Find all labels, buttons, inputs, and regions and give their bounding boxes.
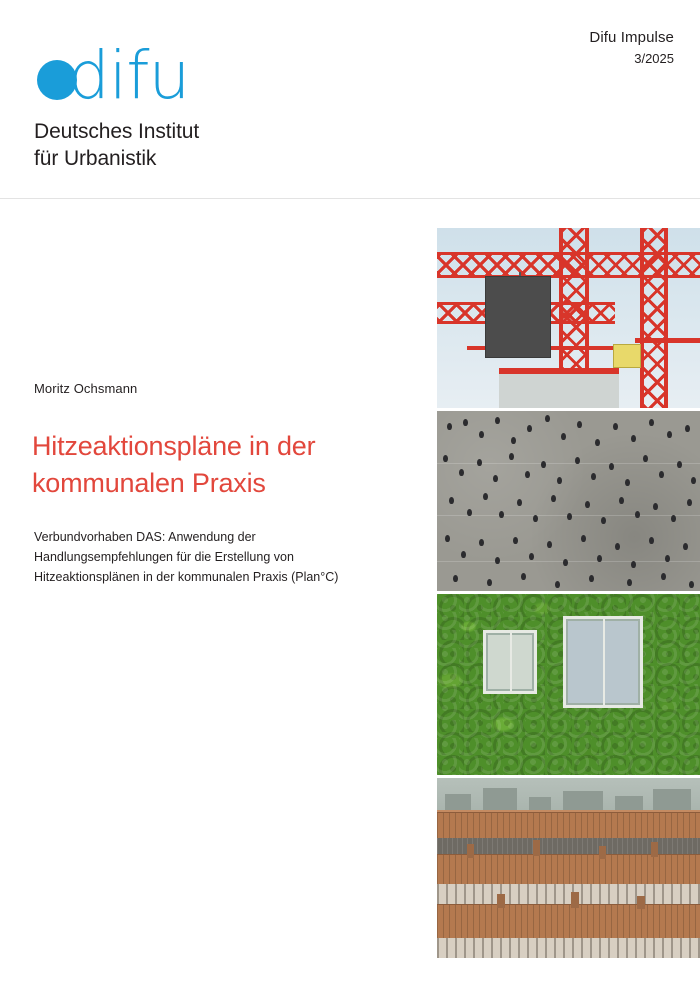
- crane-beam-right: [635, 338, 700, 343]
- cover-image-column: [437, 228, 700, 958]
- header-divider: [0, 198, 700, 199]
- facade-window-left: [483, 630, 537, 694]
- series-issue: 3/2025: [634, 51, 674, 67]
- building-facade-row: [437, 884, 700, 904]
- building-facade-front: [437, 938, 700, 958]
- page-subtitle: Verbundvorhaben DAS: Anwendung der Handlungsempfehlungen für die Erstellung von Hitzeaktionsplänen in der kommunalen Praxis (Plan°C): [34, 530, 339, 584]
- series-title: Difu Impulse: [589, 29, 674, 46]
- roof-row-dark: [437, 838, 700, 854]
- institute-name: [34, 118, 334, 172]
- building-under-construction: [499, 368, 619, 408]
- chimney: [497, 894, 505, 908]
- photo-construction-crane: [437, 228, 700, 408]
- chimney: [599, 846, 606, 859]
- building-edge: [499, 368, 619, 374]
- crane-load-panel: [485, 276, 551, 358]
- logo-wordmark: difu: [68, 37, 190, 114]
- plaza-line: [437, 561, 700, 562]
- roof-row-middle: [437, 854, 700, 885]
- photo-crowd-aerial: [437, 411, 700, 591]
- chimney: [651, 842, 658, 857]
- facade-window-right: [563, 616, 643, 708]
- roof-row-front: [437, 904, 700, 939]
- chimney: [467, 844, 474, 858]
- crane-operator-cab: [613, 344, 641, 368]
- plaza-surface: [437, 411, 700, 591]
- roof-row-back: [437, 812, 700, 839]
- author-name: Moritz Ochsmann: [34, 381, 138, 396]
- chimney: [637, 896, 645, 909]
- photo-ivy-facade: [437, 594, 700, 775]
- series-info: [589, 28, 674, 68]
- chimney: [571, 892, 579, 908]
- distant-skyline: [437, 778, 700, 810]
- photo-city-roofs: [437, 778, 700, 958]
- crane-mast-right: [640, 228, 668, 408]
- difu-logo: [34, 34, 334, 172]
- page-title: Hitzeaktionspläne in der kommunalen Praxis: [32, 431, 316, 498]
- institute-name-line2: für Urbanistik: [34, 147, 157, 170]
- institute-name-line1: Deutsches Institut: [34, 120, 200, 143]
- chimney: [533, 840, 540, 856]
- logo-mark: [34, 34, 234, 112]
